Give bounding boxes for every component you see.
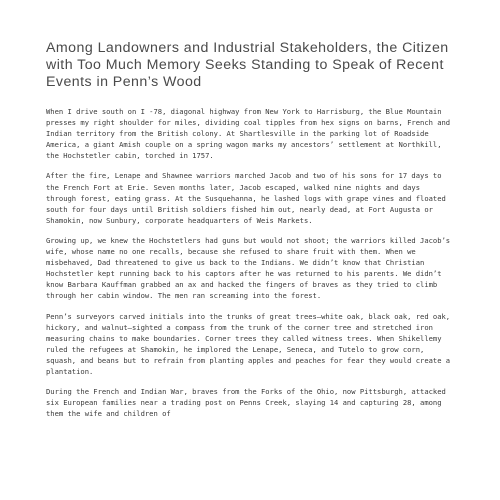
- paragraph-1: When I drive south on I -78, diagonal highway from New York to Harrisburg, the Blue Mountain presses my right shoulder for miles, dividing coal tipples from hex signs on barns, French and Indian territory from the British colony. At Shartlesville in the parking lot of Roadside America, a giant Amish couple on a spring wagon marks my ancestors’ settlement at Northkill, the Hochstetler cabin, torched in 1757.: [46, 107, 451, 161]
- paragraph-2: After the fire, Lenape and Shawnee warriors marched Jacob and two of his sons for 17 days to the French Fort at Erie. Seven months later, Jacob escaped, walked nine nights and days through forest, eating grass. At the Susquehanna, he lashed logs with grape vines and floated south for four days until British soldiers fished him out, nearly dead, at Fort Augusta or Shamokin, now Sunbury, corporate headquarters of Weis Markets.: [46, 171, 446, 225]
- paragraph-3: Growing up, we knew the Hochstetlers had guns but would not shoot; the warriors killed Jacob’s wife, whose name no one recalls, because she refused to share fruit with them. When we misbehaved, Dad threatened to give us back to the Indians. We didn’t know that Christian Hochstetler kept running back to his captors after he was returned to his parents. We didn’t know Barbara Kauffman grabbed an ax and hacked the fingers of braves as they tried to climb through her cabin window. The men ran screaming into the forest.: [46, 235, 451, 301]
- paragraph-5: During the French and Indian War, braves from the Forks of the Ohio, now Pittsburgh, attacked six European families near a trading post on Penns Creek, slaying 14 and capturing 28, among them the wife and children of: [46, 387, 446, 419]
- document-title: Among Landowners and Industrial Stakeholders, the Citizen with Too Much Memory Seeks Standing to Speak of Recent Events in Penn’s Wood: [46, 40, 449, 90]
- paragraph-4: Penn’s surveyors carved initials into the trunks of great trees—white oak, black oak, red oak, hickory, and walnut—sighted a compass from the trunk of the corner tree and stretched iron measuring chains to make boundaries. Corner trees they called witness trees. When Shikellemy ruled the refugees at Shamokin, he implored the Lenape, Seneca, and Tutelo to grow corn, squash, and beans but to refrain from planting apples and peaches for fear they would create a plantation.: [46, 311, 451, 376]
